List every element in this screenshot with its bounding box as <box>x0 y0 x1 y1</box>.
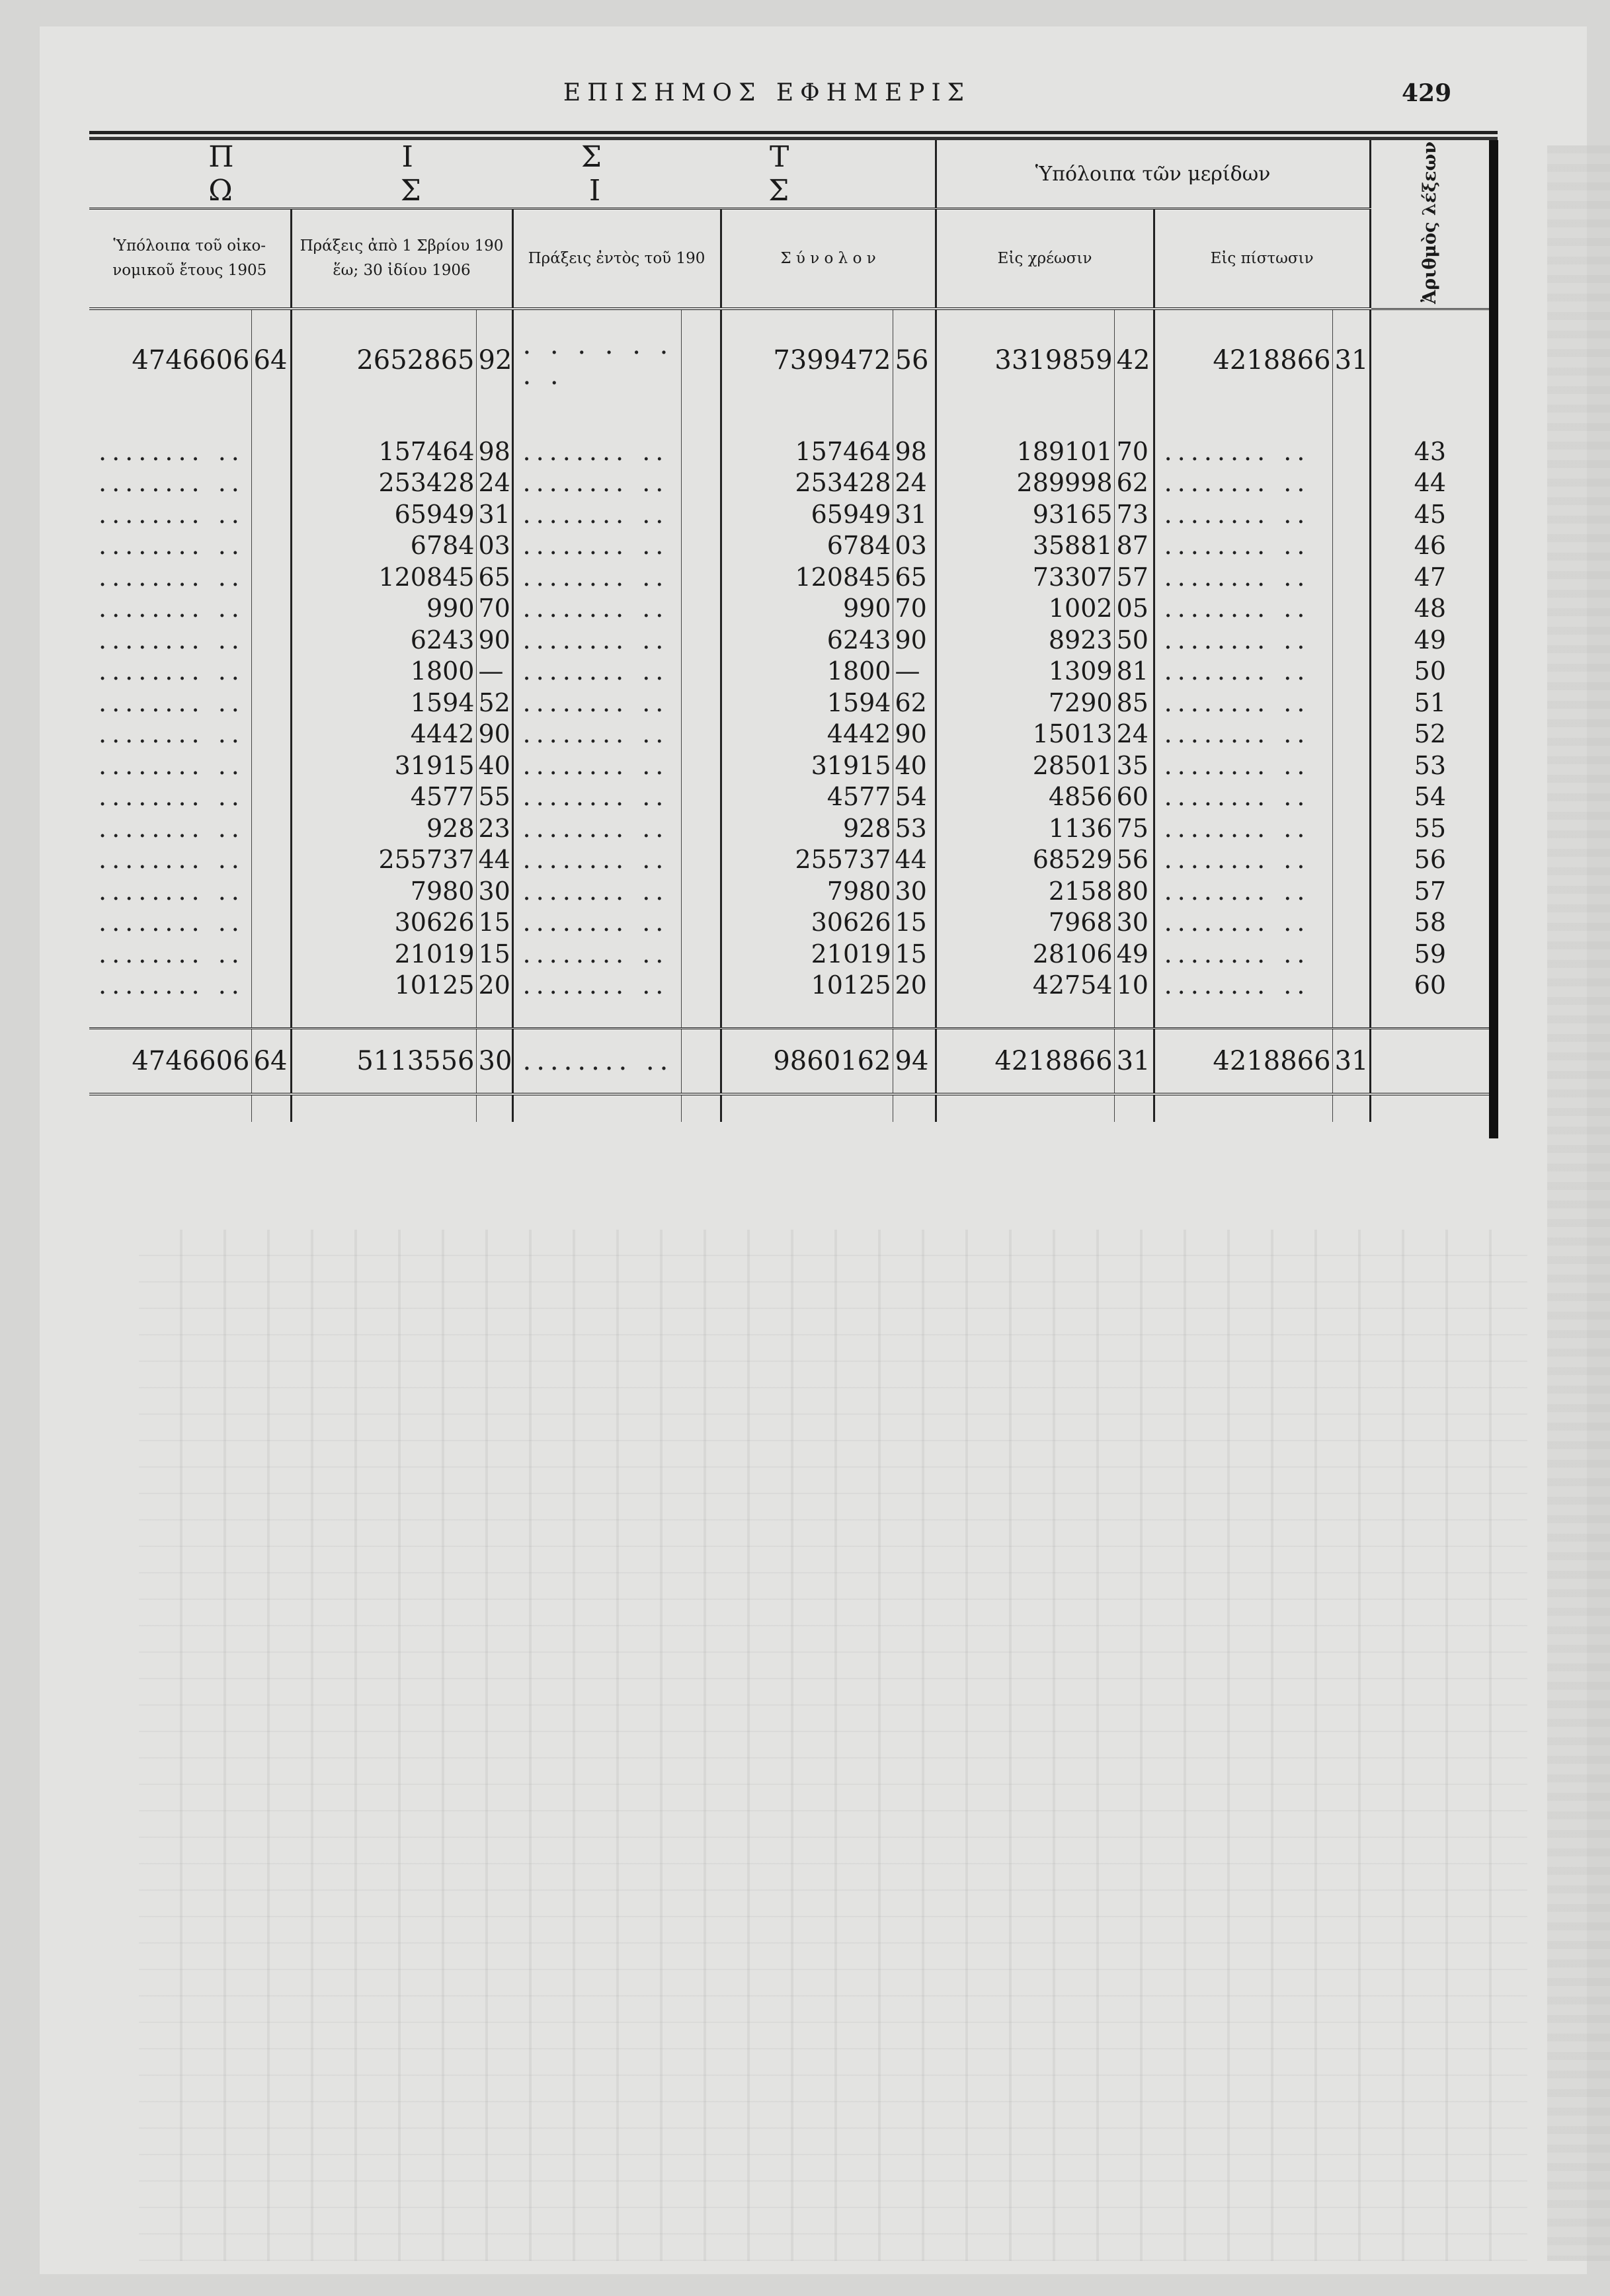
cell-dots: ........ .. <box>99 845 245 875</box>
cell-decimal: 20 <box>893 970 936 1002</box>
table-row <box>89 907 1489 939</box>
gazette-title: ΕΠΙΣΗΜΟΣ ΕΦΗΜΕΡΙΣ <box>563 79 971 106</box>
cell-value: 255737 <box>721 844 893 876</box>
article-number-heading-text: Ἀριθμὸς λέξεων <box>1420 141 1441 304</box>
cell-decimal: 75 <box>1114 812 1154 844</box>
cell-value: 6243 <box>291 624 476 656</box>
col-debit: Εἰς χρέωσιν <box>936 209 1154 309</box>
table-row <box>89 561 1489 593</box>
cell-decimal: 56 <box>893 330 936 391</box>
cell-decimal: 90 <box>476 624 512 656</box>
cell-decimal: 40 <box>893 750 936 781</box>
col-transactions-within: Πράξεις ἐντὸς τοῦ 190 <box>512 209 721 309</box>
cell-value: 6784 <box>291 530 476 562</box>
cell-value: 3319859 <box>936 330 1114 391</box>
cell-value: 928 <box>721 812 893 844</box>
balances-group-heading: Ὑπόλοιπα τῶν μερίδων <box>936 140 1370 209</box>
cell-dots: ........ .. <box>512 750 681 781</box>
cell-decimal: 49 <box>1114 938 1154 970</box>
cell-value: 65949 <box>291 498 476 530</box>
cell-dots: ........ .. <box>512 624 681 656</box>
cell-value: 4856 <box>936 781 1114 813</box>
cell-decimal: 57 <box>1114 561 1154 593</box>
cell-value: 68529 <box>936 844 1114 876</box>
cell-dots: ........ .. <box>1154 750 1332 781</box>
cell-dots: . . . . . . . . <box>512 330 681 391</box>
cell-value: 65949 <box>721 498 893 530</box>
cell-dots: ........ .. <box>99 688 245 717</box>
cell-dots: ........ .. <box>99 625 245 654</box>
table-row <box>89 812 1489 844</box>
cell-dots: ........ .. <box>512 844 681 876</box>
ledger-table <box>89 140 1489 1122</box>
cell-decimal: 30 <box>1114 907 1154 939</box>
table-row <box>89 498 1489 530</box>
cell-dots: ........ .. <box>99 594 245 623</box>
cell-dots: ........ .. <box>1154 498 1332 530</box>
row-number: 50 <box>1370 656 1489 688</box>
cell-decimal: 92 <box>476 330 512 391</box>
table-row <box>89 719 1489 750</box>
cell-decimal: 98 <box>476 436 512 467</box>
cell-dots: ........ .. <box>1154 436 1332 467</box>
cell-decimal: 73 <box>1114 498 1154 530</box>
opening-balance-row <box>89 330 1489 391</box>
cell-dots: ........ .. <box>99 562 245 592</box>
table-row <box>89 624 1489 656</box>
cell-value: 7968 <box>936 907 1114 939</box>
cell-decimal: 60 <box>1114 781 1154 813</box>
row-number: 55 <box>1370 812 1489 844</box>
cell-decimal: 50 <box>1114 624 1154 656</box>
ledger-rows <box>89 436 1489 1001</box>
cell-value: 255737 <box>291 844 476 876</box>
cell-value: 21019 <box>721 938 893 970</box>
cell-value: 7399472 <box>721 330 893 391</box>
table-row <box>89 656 1489 688</box>
cell-value: 4577 <box>721 781 893 813</box>
cell-value: 8923 <box>936 624 1114 656</box>
total-decimal: 31 <box>1114 1029 1154 1095</box>
cell-value: 35881 <box>936 530 1114 562</box>
row-number: 45 <box>1370 498 1489 530</box>
cell-decimal: 54 <box>893 781 936 813</box>
cell-value: 93165 <box>936 498 1114 530</box>
total-decimal: 64 <box>251 1029 291 1095</box>
pistosis-group-heading: Π Ι Σ Τ Ω Σ Ι Σ <box>89 140 936 209</box>
cell-dots: ........ .. <box>512 781 681 813</box>
col-total: Σ ύ ν ο λ ο ν <box>721 209 936 309</box>
cell-dots: ........ .. <box>1154 970 1332 1002</box>
cell-decimal: 53 <box>893 812 936 844</box>
cell-value: 2158 <box>936 875 1114 907</box>
total-decimal: 30 <box>476 1029 512 1095</box>
cell-decimal: 44 <box>893 844 936 876</box>
table-row <box>89 687 1489 719</box>
table-row <box>89 781 1489 813</box>
cell-decimal: 55 <box>476 781 512 813</box>
cell-decimal: 52 <box>476 687 512 719</box>
cell-value: 15013 <box>936 719 1114 750</box>
cell-value: 31915 <box>291 750 476 781</box>
cell-decimal: 42 <box>1114 330 1154 391</box>
cell-dots: ........ .. <box>99 876 245 906</box>
cell-dots: ........ .. <box>512 938 681 970</box>
cell-decimal: 31 <box>476 498 512 530</box>
cell-value: 30626 <box>721 907 893 939</box>
cell-decimal: 70 <box>893 593 936 625</box>
total-dots: ........ .. <box>512 1029 681 1095</box>
cell-value: 30626 <box>291 907 476 939</box>
cell-dots: ........ .. <box>1154 812 1332 844</box>
cell-dots: ........ .. <box>1154 781 1332 813</box>
cell-value: 42754 <box>936 970 1114 1002</box>
bleed-through-lower-area <box>139 1230 1527 2261</box>
cell-value: 28106 <box>936 938 1114 970</box>
article-number-heading <box>1370 140 1489 309</box>
cell-value: 990 <box>721 593 893 625</box>
row-number: 56 <box>1370 844 1489 876</box>
row-number: 46 <box>1370 530 1489 562</box>
cell-decimal: 03 <box>893 530 936 562</box>
table-row <box>89 750 1489 781</box>
cell-dots: ........ .. <box>99 499 245 529</box>
cell-dots: ........ .. <box>512 907 681 939</box>
cell-decimal: 15 <box>476 938 512 970</box>
cell-dots: ........ .. <box>1154 907 1332 939</box>
cell-decimal: 24 <box>893 467 936 499</box>
table-row <box>89 875 1489 907</box>
cell-dots: ........ .. <box>1154 624 1332 656</box>
cell-dots: ........ .. <box>512 687 681 719</box>
cell-decimal: 05 <box>1114 593 1154 625</box>
cell-value: 157464 <box>721 436 893 467</box>
total-value: 5113556 <box>291 1029 476 1095</box>
cell-dots: ........ .. <box>1154 467 1332 499</box>
cell-dots: ........ .. <box>512 719 681 750</box>
cell-value: 1594 <box>721 687 893 719</box>
cell-dots: ........ .. <box>512 970 681 1002</box>
row-number: 52 <box>1370 719 1489 750</box>
cell-value: 7980 <box>721 875 893 907</box>
cell-dots: ........ .. <box>1154 938 1332 970</box>
cell-dots: ........ .. <box>512 593 681 625</box>
cell-value: 10125 <box>721 970 893 1002</box>
cell-decimal: 31 <box>893 498 936 530</box>
cell-decimal: 10 <box>1114 970 1154 1002</box>
cell-decimal: 81 <box>1114 656 1154 688</box>
cell-decimal: 24 <box>476 467 512 499</box>
cell-value: 7290 <box>936 687 1114 719</box>
table-row <box>89 844 1489 876</box>
cell-dots: ........ .. <box>99 908 245 937</box>
cell-decimal: 23 <box>476 812 512 844</box>
cell-dots: ........ .. <box>1154 593 1332 625</box>
column-header-row <box>89 209 1489 309</box>
cell-value: 6784 <box>721 530 893 562</box>
table-row <box>89 938 1489 970</box>
cell-value: 2652865 <box>291 330 476 391</box>
cell-value: 1309 <box>936 656 1114 688</box>
cell-dots: ........ .. <box>1154 561 1332 593</box>
cell-dots: ........ .. <box>512 436 681 467</box>
cell-value: 10125 <box>291 970 476 1002</box>
cell-decimal: 40 <box>476 750 512 781</box>
cell-value: 4218866 <box>1154 330 1332 391</box>
cell-decimal: — <box>476 656 512 688</box>
cell-value: 73307 <box>936 561 1114 593</box>
cell-dots: ........ .. <box>1154 719 1332 750</box>
cell-dots: ........ .. <box>1154 875 1332 907</box>
cell-decimal: 65 <box>893 561 936 593</box>
cell-decimal: 30 <box>476 875 512 907</box>
cell-decimal: — <box>893 656 936 688</box>
cell-decimal: 98 <box>893 436 936 467</box>
cell-dots: ........ .. <box>512 656 681 688</box>
row-number: 51 <box>1370 687 1489 719</box>
cell-decimal: 56 <box>1114 844 1154 876</box>
cell-decimal: 35 <box>1114 750 1154 781</box>
cell-decimal: 62 <box>893 687 936 719</box>
top-double-rule <box>89 131 1498 140</box>
totals-row <box>89 1029 1489 1095</box>
bleed-through-margin <box>1547 145 1610 2261</box>
cell-dots: ........ .. <box>512 561 681 593</box>
table-row <box>89 530 1489 562</box>
cell-dots: ........ .. <box>99 782 245 812</box>
col-balances-1905: Ὑπόλοιπα τοῦ οἰκο-νομικοῦ ἔτους 1905 <box>89 209 291 309</box>
cell-value: 31915 <box>721 750 893 781</box>
cell-value: 253428 <box>291 467 476 499</box>
cell-decimal: 80 <box>1114 875 1154 907</box>
row-number: 57 <box>1370 875 1489 907</box>
cell-value: 6243 <box>721 624 893 656</box>
cell-dots: ........ .. <box>99 436 245 466</box>
cell-decimal: 15 <box>476 907 512 939</box>
ledger-table-container <box>89 140 1489 1191</box>
table-row <box>89 436 1489 467</box>
page-number: 429 <box>1402 79 1452 107</box>
cell-decimal: 62 <box>1114 467 1154 499</box>
cell-dots: ........ .. <box>1154 844 1332 876</box>
cell-dots: ........ .. <box>99 970 245 1000</box>
cell-decimal: 87 <box>1114 530 1154 562</box>
cell-value: 253428 <box>721 467 893 499</box>
row-number: 60 <box>1370 970 1489 1002</box>
cell-value: 1594 <box>291 687 476 719</box>
cell-value: 189101 <box>936 436 1114 467</box>
row-number: 54 <box>1370 781 1489 813</box>
cell-decimal: 90 <box>893 719 936 750</box>
cell-value: 1002 <box>936 593 1114 625</box>
col-transactions-sept: Πράξεις ἀπὸ 1 Σβρίου 190 ἕω; 30 ἰδίου 1906 <box>291 209 512 309</box>
cell-dots: ........ .. <box>99 719 245 749</box>
row-number: 44 <box>1370 467 1489 499</box>
cell-value: 1800 <box>721 656 893 688</box>
cell-decimal: 90 <box>893 624 936 656</box>
cell-value: 21019 <box>291 938 476 970</box>
cell-decimal: 20 <box>476 970 512 1002</box>
row-number: 59 <box>1370 938 1489 970</box>
cell-value: 7980 <box>291 875 476 907</box>
cell-decimal: 15 <box>893 907 936 939</box>
cell-decimal: 31 <box>1332 330 1370 391</box>
total-decimal: 94 <box>893 1029 936 1095</box>
cell-decimal: 15 <box>893 938 936 970</box>
cell-value: 4442 <box>721 719 893 750</box>
row-number: 43 <box>1370 436 1489 467</box>
table-row <box>89 970 1489 1002</box>
cell-value: 120845 <box>291 561 476 593</box>
cell-decimal: 03 <box>476 530 512 562</box>
row-number: 49 <box>1370 624 1489 656</box>
total-value: 4746606 <box>89 1029 251 1095</box>
table-row <box>89 467 1489 499</box>
cell-dots: ........ .. <box>99 468 245 498</box>
cell-value: 120845 <box>721 561 893 593</box>
cell-dots: ........ .. <box>512 467 681 499</box>
cell-dots: ........ .. <box>512 812 681 844</box>
cell-value: 4577 <box>291 781 476 813</box>
total-value: 9860162 <box>721 1029 893 1095</box>
cell-value: 1800 <box>291 656 476 688</box>
table-row <box>89 593 1489 625</box>
cell-dots: ........ .. <box>512 530 681 562</box>
cell-value: 289998 <box>936 467 1114 499</box>
cell-decimal: 30 <box>893 875 936 907</box>
cell-decimal: 65 <box>476 561 512 593</box>
row-number: 48 <box>1370 593 1489 625</box>
cell-decimal: 85 <box>1114 687 1154 719</box>
cell-value: 4442 <box>291 719 476 750</box>
cell-dots: ........ .. <box>99 531 245 561</box>
total-value: 4218866 <box>1154 1029 1332 1095</box>
cell-decimal: 64 <box>251 330 291 391</box>
cell-dots: ........ .. <box>99 750 245 780</box>
cell-value: 4746606 <box>132 345 250 376</box>
cell-dots: ........ .. <box>99 813 245 843</box>
cell-value: 28501 <box>936 750 1114 781</box>
page-header <box>0 79 1610 119</box>
cell-dots: ........ .. <box>512 498 681 530</box>
row-number: 53 <box>1370 750 1489 781</box>
cell-decimal: 70 <box>476 593 512 625</box>
cell-dots: ........ .. <box>1154 687 1332 719</box>
cell-value: 990 <box>291 593 476 625</box>
cell-decimal: 44 <box>476 844 512 876</box>
cell-dots: ........ .. <box>1154 530 1332 562</box>
row-number: 58 <box>1370 907 1489 939</box>
cell-value: 928 <box>291 812 476 844</box>
cell-dots: ........ .. <box>99 939 245 969</box>
row-number: 47 <box>1370 561 1489 593</box>
cell-decimal: 70 <box>1114 436 1154 467</box>
cell-decimal: 24 <box>1114 719 1154 750</box>
right-border-bar <box>1489 140 1498 1138</box>
cell-dots: ........ .. <box>1154 656 1332 688</box>
cell-dots: ........ .. <box>99 656 245 686</box>
cell-decimal: 90 <box>476 719 512 750</box>
total-decimal: 31 <box>1332 1029 1370 1095</box>
col-credit: Εἰς πίστωσιν <box>1154 209 1370 309</box>
cell-value: 1136 <box>936 812 1114 844</box>
group-header-row <box>89 140 1489 209</box>
cell-value: 157464 <box>291 436 476 467</box>
total-value: 4218866 <box>936 1029 1114 1095</box>
cell-dots: ........ .. <box>512 875 681 907</box>
